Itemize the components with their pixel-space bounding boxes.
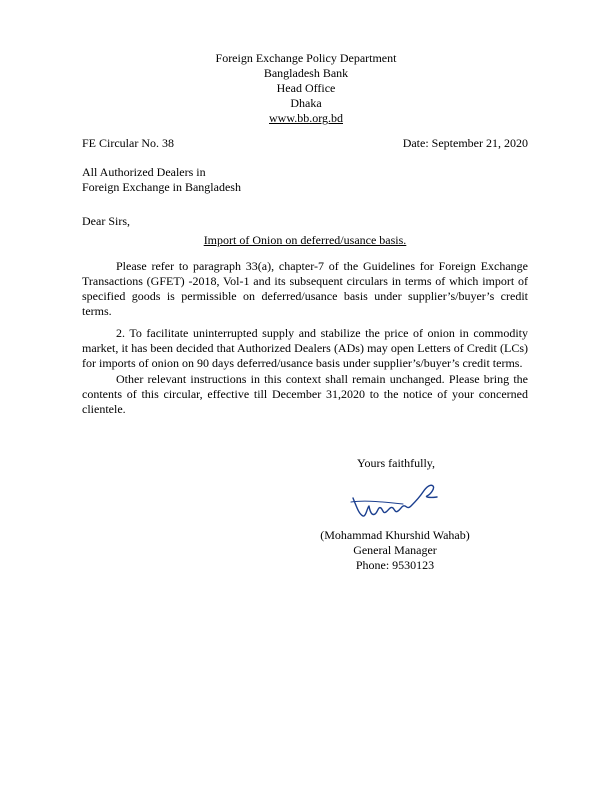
salutation: Dear Sirs, xyxy=(82,214,130,228)
addressee-line-1: All Authorized Dealers in xyxy=(82,165,206,179)
signatory-block xyxy=(300,528,490,573)
body-paragraph-1: Please refer to paragraph 33(a), chapter-7 of the Guidelines for Foreign Exchange Transactions (GFET) -2018, Vol-1 and its subsequent circulars in terms of which import of specified goods is permissible on deferred/usance basis under supplier’s/buyer’s credit terms. xyxy=(82,259,528,318)
signatory-phone: Phone: 9530123 xyxy=(355,558,435,572)
subject-text: Import of Onion on deferred/usance basis. xyxy=(203,233,407,247)
subject-line xyxy=(82,233,528,248)
city-name: Dhaka xyxy=(290,96,322,110)
addressee-line-2: Foreign Exchange in Bangladesh xyxy=(82,180,241,194)
handwritten-signature xyxy=(345,478,445,524)
closing: Yours faithfully, xyxy=(357,456,436,470)
office-name: Head Office xyxy=(276,81,336,95)
department-name: Foreign Exchange Policy Department xyxy=(215,51,397,65)
body-paragraph-3: Other relevant instructions in this context shall remain unchanged. Please bring the contents of this circular, effective till December 31,2020 to the notice of your concerned clientele. xyxy=(82,372,528,416)
addressee-block xyxy=(82,165,241,195)
circular-date: Date: September 21, 2020 xyxy=(402,136,528,150)
circular-number: FE Circular No. 38 xyxy=(82,136,174,150)
signatory-name: (Mohammad Khurshid Wahab) xyxy=(320,528,470,542)
signatory-title: General Manager xyxy=(353,543,437,557)
letterhead xyxy=(0,51,612,126)
bank-name: Bangladesh Bank xyxy=(263,66,349,80)
website-link[interactable]: www.bb.org.bd xyxy=(269,111,343,125)
body-paragraph-2: 2. To facilitate uninterrupted supply and stabilize the price of onion in commodity market, it has been decided that Authorized Dealers (ADs) may open Letters of Credit (LCs) for imports of onion on 90 days deferred/usance basis under supplier’s/buyer’s credit terms. xyxy=(82,326,528,370)
